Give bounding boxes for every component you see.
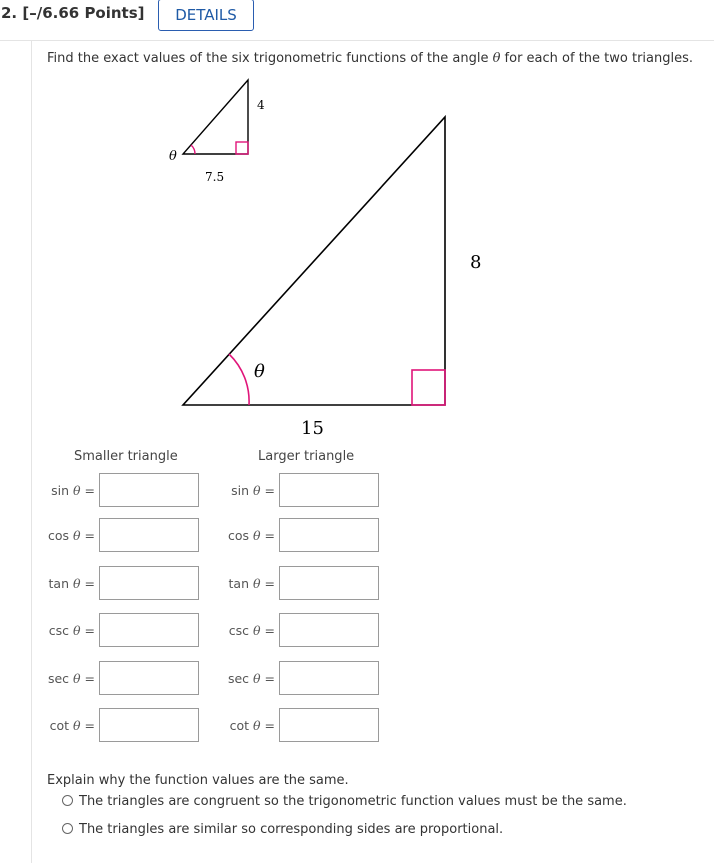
choice-similar[interactable]: The triangles are similar so corresponding sides are proportional. <box>62 822 503 837</box>
small-adjacent-label: 7.5 <box>205 170 225 184</box>
small-cot-input[interactable] <box>99 708 199 742</box>
small-triangle <box>169 80 265 184</box>
small-tan-input[interactable] <box>99 566 199 600</box>
large-cot-input[interactable] <box>279 708 379 742</box>
small-angle-label: θ <box>169 149 177 164</box>
large-sin-label: sin θ = <box>231 483 275 498</box>
large-tan-label: tan θ = <box>228 576 275 591</box>
details-button[interactable]: DETAILS <box>158 0 254 31</box>
large-sin-input[interactable] <box>279 473 379 507</box>
large-opposite-label: 8 <box>470 252 482 273</box>
small-sec-label: sec θ = <box>47 671 95 686</box>
large-tan-input[interactable] <box>279 566 379 600</box>
question-number-points: 2. [–/6.66 Points] <box>1 4 145 22</box>
radio-congruent[interactable] <box>62 795 73 806</box>
large-angle-label: θ <box>254 361 265 382</box>
larger-triangle-heading: Larger triangle <box>258 449 355 464</box>
small-cos-input[interactable] <box>99 518 199 552</box>
small-tan-label: tan θ = <box>48 576 95 591</box>
large-cot-label: cot θ = <box>229 718 275 733</box>
small-opposite-label: 4 <box>257 98 265 112</box>
large-csc-input[interactable] <box>279 613 379 647</box>
large-adjacent-label: 15 <box>301 418 324 439</box>
small-csc-input[interactable] <box>99 613 199 647</box>
small-right-angle-marker <box>236 142 248 154</box>
small-angle-arc <box>191 145 195 154</box>
small-csc-label: csc θ = <box>48 623 95 638</box>
small-cos-label: cos θ = <box>47 528 95 543</box>
smaller-triangle-heading: Smaller triangle <box>74 449 178 464</box>
small-cot-label: cot θ = <box>49 718 95 733</box>
large-right-angle-marker <box>412 370 445 405</box>
large-cos-input[interactable] <box>279 518 379 552</box>
large-angle-arc <box>229 354 249 405</box>
small-sin-label: sin θ = <box>51 483 95 498</box>
large-triangle <box>183 117 481 439</box>
large-sec-label: sec θ = <box>227 671 275 686</box>
large-cos-label: cos θ = <box>227 528 275 543</box>
explain-prompt: Explain why the function values are the same. <box>47 773 349 788</box>
radio-similar[interactable] <box>62 823 73 834</box>
large-csc-label: csc θ = <box>228 623 275 638</box>
choice-congruent[interactable]: The triangles are congruent so the trigonometric function values must be the same. <box>62 794 627 809</box>
question-prompt: Find the exact values of the six trigonometric functions of the angle θ for each of the two triangles. <box>47 51 694 66</box>
small-sin-input[interactable] <box>99 473 199 507</box>
small-sec-input[interactable] <box>99 661 199 695</box>
large-sec-input[interactable] <box>279 661 379 695</box>
